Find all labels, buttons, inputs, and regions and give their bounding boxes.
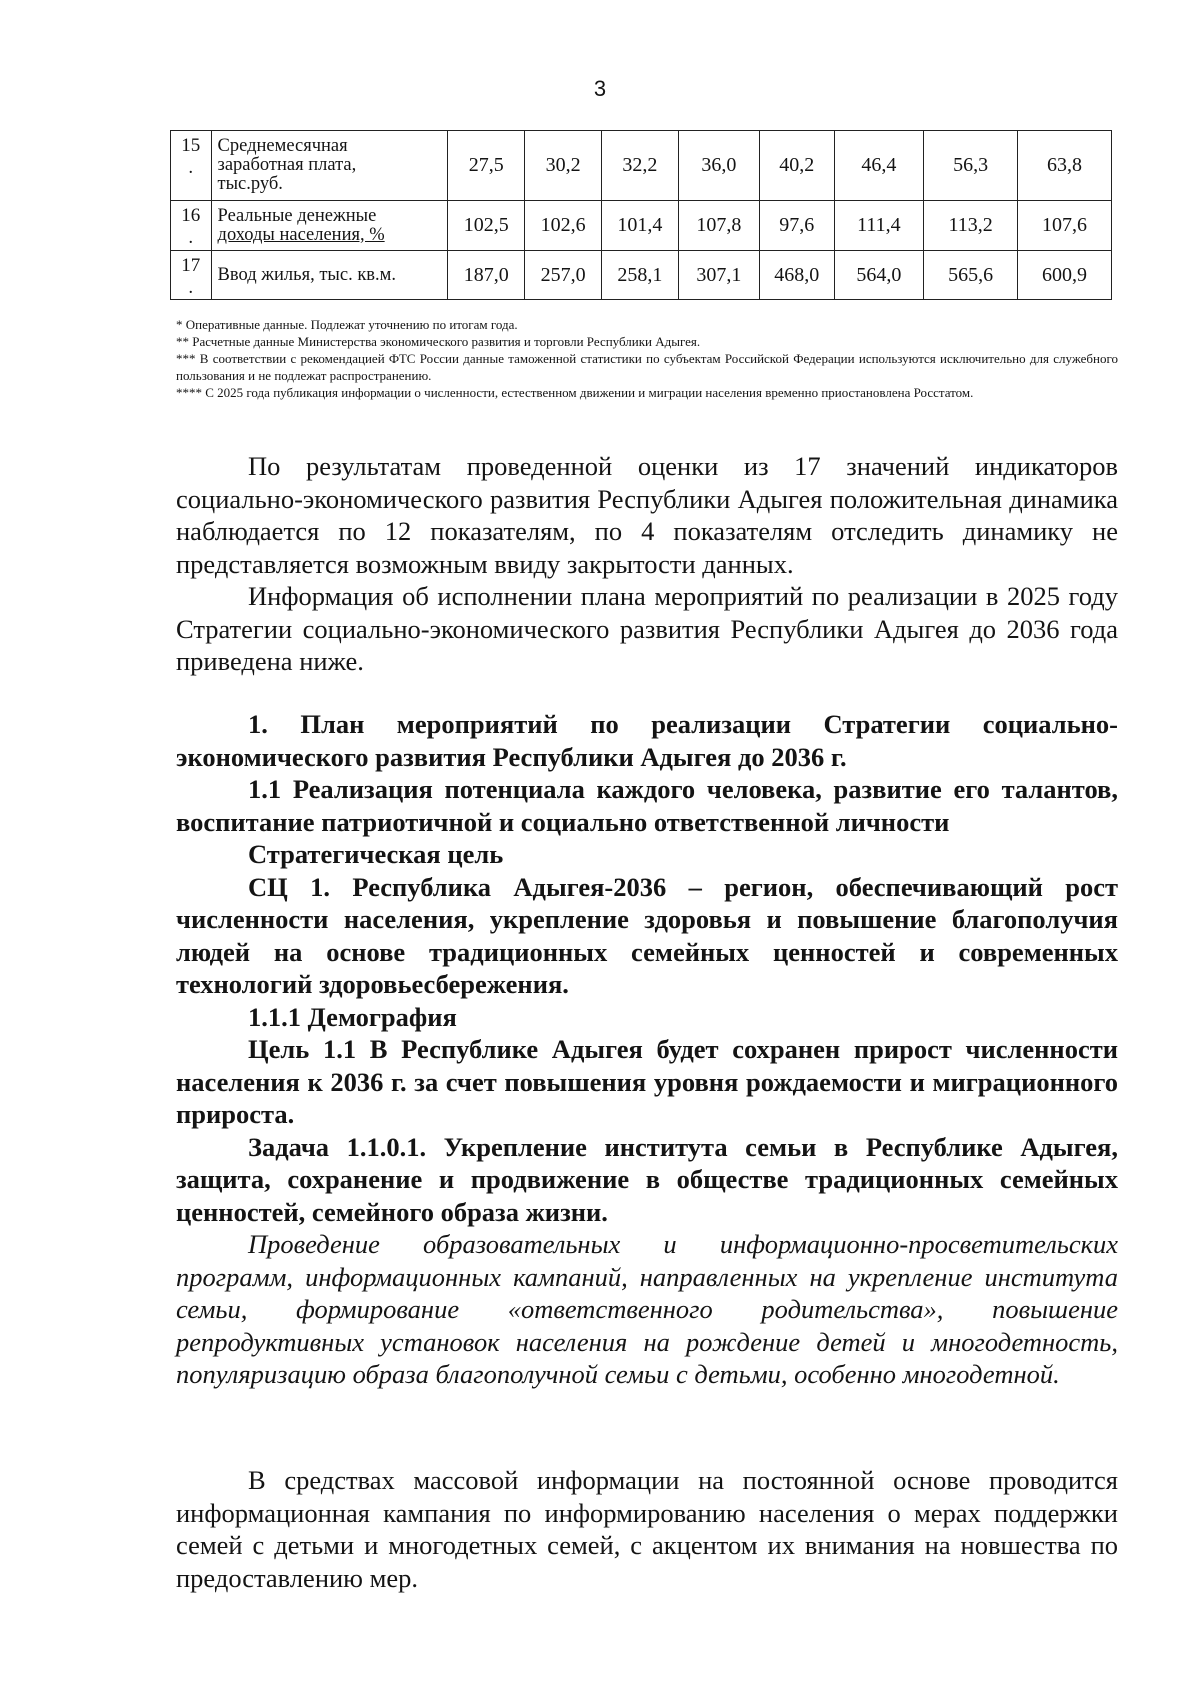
table-cell: 101,4	[602, 201, 679, 251]
table-cell: 258,1	[602, 251, 679, 300]
table-cell: 30,2	[525, 131, 602, 201]
table-cell: 257,0	[525, 251, 602, 300]
footnote: * Оперативные данные. Подлежат уточнению по итогам года.	[176, 317, 518, 332]
section-headings	[176, 708, 1118, 1391]
table-cell: 36,0	[678, 131, 759, 201]
body-paragraph-block	[176, 580, 1118, 678]
table-cell: 187,0	[448, 251, 525, 300]
row-number: 17 .	[171, 251, 212, 300]
table-cell: 107,8	[678, 201, 759, 251]
footnote: *** В соответствии с рекомендацией ФТС России данные таможенной статистики по субъектам Российской Федерации используются исключительно для служебного пользования и не подлежат распространению.	[176, 351, 1118, 383]
footnote: **** С 2025 года публикация информации о численности, естественном движении и миграции населения временно приостановлена Росстатом.	[176, 385, 974, 400]
table-cell: 564,0	[834, 251, 924, 300]
table-cell: 102,5	[448, 201, 525, 251]
heading-plan: 1. План мероприятий по реализации Стратегии социально-экономического развития Республики Адыгея до 2036 г.	[176, 709, 1118, 772]
table-cell: 102,6	[525, 201, 602, 251]
table-cell: 565,6	[924, 251, 1018, 300]
table-cell: 107,6	[1018, 201, 1112, 251]
paragraph-assessment: По результатам проведенной оценки из 17 значений индикаторов социально-экономического развития Республики Адыгея положительная динамика наблюдается по 12 показателям, по 4 показателям отследить динамику не представляется возможным ввиду закрытости данных.	[176, 451, 1118, 579]
row-number: 15 .	[171, 131, 212, 201]
italic-activity: Проведение образовательных и информационно-просветительских программ, информационных кампаний, направленных на укрепление института семьи, формирование «ответственного родительства», повышение репродуктивных установок населения на рождение детей и многодетность, популяризацию образа благополучной семьи с детьми, особенно многодетной.	[176, 1229, 1118, 1389]
heading-task: Задача 1.1.0.1. Укрепление института семьи в Республике Адыгея, защита, сохранение и продвижение в обществе традиционных семейных ценностей, семейного образа жизни.	[176, 1131, 1118, 1227]
paragraph-media: В средствах массовой информации на постоянной основе проводится информационная кампания по информированию населения о мерах поддержки семей с детьми и многодетных семей, с акцентом их внимания на новшества по предоставлению мер.	[176, 1465, 1118, 1593]
table-cell: 40,2	[759, 131, 834, 201]
indicators-table	[170, 130, 1112, 300]
table-cell: 56,3	[924, 131, 1018, 201]
heading-demography: 1.1.1 Демография	[248, 1001, 457, 1032]
row-label: Среднемесячная заработная плата, тыс.руб.	[211, 131, 448, 201]
row-label: Реальные денежные доходы населения, %	[211, 201, 448, 251]
table-row	[171, 201, 1112, 251]
row-label: Ввод жилья, тыс. кв.м.	[211, 251, 448, 300]
table-cell: 32,2	[602, 131, 679, 201]
table-cell: 307,1	[678, 251, 759, 300]
paragraph-plan-info: Информация об исполнении плана мероприятий по реализации в 2025 году Стратегии социально-экономического развития Республики Адыгея до 2036 года приведена ниже.	[176, 581, 1118, 676]
heading-goal-1-1: Цель 1.1 В Республике Адыгея будет сохранен прирост численности населения к 2036 г. за счет повышения уровня рождаемости и миграционного прироста.	[176, 1034, 1118, 1129]
table-cell: 63,8	[1018, 131, 1112, 201]
footnote: ** Расчетные данные Министерства экономического развития и торговли Республики Адыгея.	[176, 334, 701, 349]
heading-sc1: СЦ 1. Республика Адыгея-2036 – регион, обеспечивающий рост численности населения, укрепление здоровья и повышение благополучия людей на основе традиционных семейных ценностей и современных технологий здоровьесбережения.	[176, 871, 1118, 999]
table-cell: 27,5	[448, 131, 525, 201]
heading-section-1-1: 1.1 Реализация потенциала каждого человека, развитие его талантов, воспитание патриотичной и социально ответственной личности	[176, 774, 1118, 837]
table-cell: 113,2	[924, 201, 1018, 251]
row-number: 16 .	[171, 201, 212, 251]
table-cell: 600,9	[1018, 251, 1112, 300]
table-cell: 46,4	[834, 131, 924, 201]
table-cell: 468,0	[759, 251, 834, 300]
heading-strategic-goal: Стратегическая цель	[248, 839, 504, 869]
table-cell: 111,4	[834, 201, 924, 251]
page-number: 3	[593, 76, 607, 101]
body-paragraph-block	[176, 450, 1118, 580]
table-row	[171, 131, 1112, 201]
table-row	[171, 251, 1112, 300]
footnotes	[176, 316, 1118, 401]
body-paragraph-block	[176, 1464, 1118, 1594]
table-cell: 97,6	[759, 201, 834, 251]
